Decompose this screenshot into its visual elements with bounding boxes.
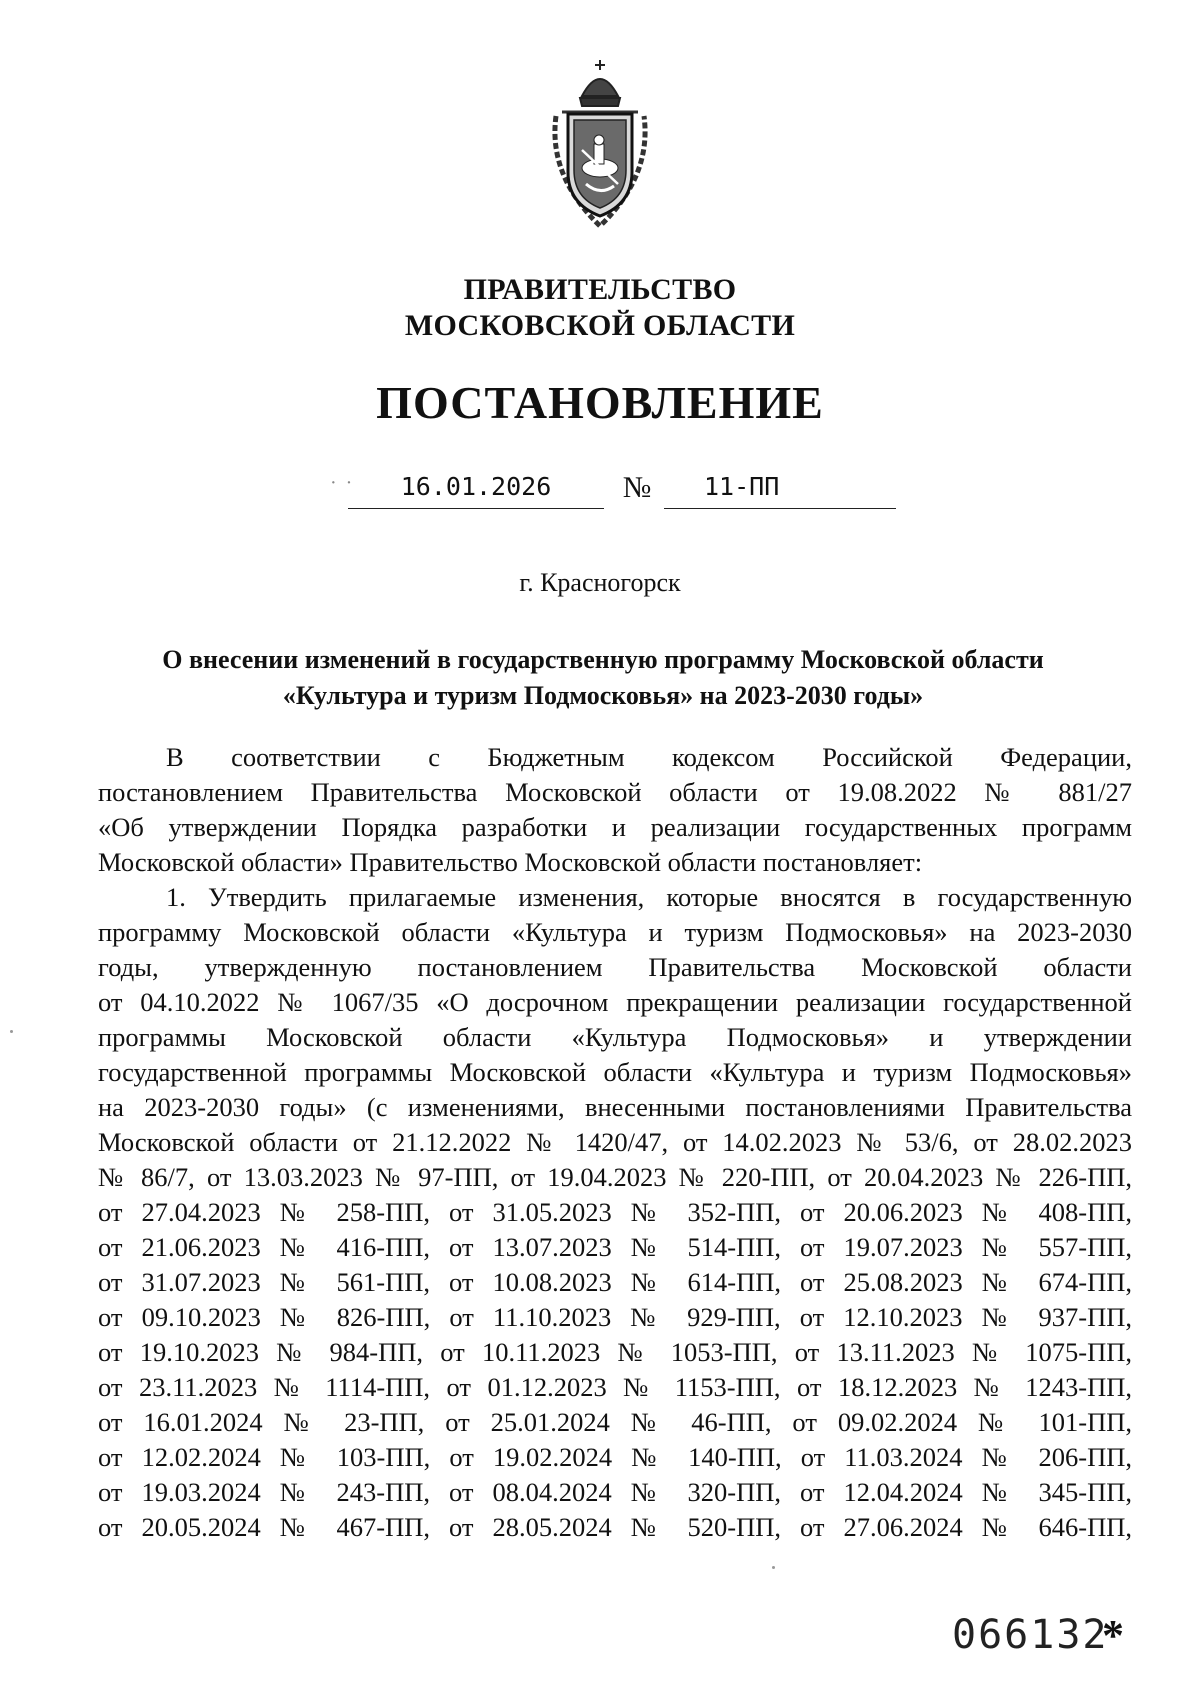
scan-speck (10, 1030, 13, 1033)
decree-subject (98, 642, 1108, 714)
body-line: от 04.10.2022 № 1067/35 «О досрочном прекращении реализации государственной (98, 987, 1132, 1017)
body-line: от 12.02.2024 № 103-ПП, от 19.02.2024 № 140-ПП, от 11.03.2024 № 206-ПП, (98, 1442, 1132, 1472)
coat-of-arms-icon (542, 56, 658, 232)
body-line: от 21.06.2023 № 416-ПП, от 13.07.2023 № 514-ПП, от 19.07.2023 № 557-ПП, (98, 1232, 1132, 1262)
subject-line: О внесении изменений в государственную программу Московской области (162, 645, 1044, 674)
body-line: «Об утверждении Порядка разработки и реализации государственных программ (98, 812, 1132, 842)
body-line: Московской области от 21.12.2022 № 1420/47, от 14.02.2023 № 53/6, от 28.02.2023 (98, 1127, 1132, 1157)
body-line: Московской области» Правительство Московской области постановляет: (98, 847, 923, 877)
scan-speck (772, 1566, 775, 1569)
body-line: от 16.01.2024 № 23-ПП, от 25.01.2024 № 46-ПП, от 09.02.2024 № 101-ПП, (98, 1407, 1132, 1437)
serial-asterisk: * (1102, 1611, 1124, 1660)
registration-number-value: 11-ПП (704, 472, 780, 501)
document-type-title: ПОСТАНОВЛЕНИЕ (376, 377, 824, 428)
body-line: программу Московской области «Культура и туризм Подмосковья» на 2023-2030 (98, 917, 1132, 947)
body-line: государственной программы Московской области «Культура и туризм Подмосковья» (98, 1057, 1132, 1087)
body-line: от 23.11.2023 № 1114-ПП, от 01.12.2023 № 1153-ПП, от 18.12.2023 № 1243-ПП, (98, 1372, 1132, 1402)
registration-number (664, 468, 896, 509)
body-line: № 86/7, от 13.03.2023 № 97-ПП, от 19.04.2023 № 220-ПП, от 20.04.2023 № 226-ПП, (98, 1162, 1132, 1192)
government-title-line1: ПРАВИТЕЛЬСТВО (463, 273, 737, 306)
body-line: на 2023-2030 годы» (с изменениями, внесенными постановлениями Правительства (98, 1092, 1132, 1122)
body-line: годы, утвержденную постановлением Правительства Московской области (98, 952, 1132, 982)
body-line: постановлением Правительства Московской области от 19.08.2022 № 881/27 (98, 777, 1132, 807)
body-line: от 31.07.2023 № 561-ПП, от 10.08.2023 № 614-ПП, от 25.08.2023 № 674-ПП, (98, 1267, 1132, 1297)
registration-date: 16.01.2026 (348, 468, 604, 509)
body-line: от 20.05.2024 № 467-ПП, от 28.05.2024 № 520-ПП, от 27.06.2024 № 646-ПП, (98, 1512, 1132, 1542)
body-line: от 27.04.2023 № 258-ПП, от 31.05.2023 № 352-ПП, от 20.06.2023 № 408-ПП, (98, 1197, 1132, 1227)
body-line: от 19.03.2024 № 243-ПП, от 08.04.2024 № 320-ПП, от 12.04.2024 № 345-ПП, (98, 1477, 1132, 1507)
body-line: программы Московской области «Культура Подмосковья» и утверждении (98, 1022, 1132, 1052)
body-line: 1. Утвердить прилагаемые изменения, которые вносятся в государственную (166, 882, 1132, 912)
decree-body (98, 740, 1132, 1545)
body-line: от 09.10.2023 № 826-ПП, от 11.10.2023 № 929-ПП, от 12.10.2023 № 937-ПП, (98, 1302, 1132, 1332)
government-title-line2: МОСКОВСКОЙ ОБЛАСТИ (404, 309, 796, 342)
form-serial-number: 066132 (952, 1612, 1109, 1658)
city-of-issue: г. Красногорск (519, 568, 681, 597)
body-line: от 19.10.2023 № 984-ПП, от 10.11.2023 № 1053-ПП, от 13.11.2023 № 1075-ПП, (98, 1337, 1132, 1367)
registration-dots: · · (330, 472, 355, 494)
subject-line: «Культура и туризм Подмосковья» на 2023-2030 годы» (282, 681, 924, 710)
body-line: В соответствии с Бюджетным кодексом Российской Федерации, (166, 742, 1132, 772)
registration-number-sign: № (622, 471, 652, 504)
